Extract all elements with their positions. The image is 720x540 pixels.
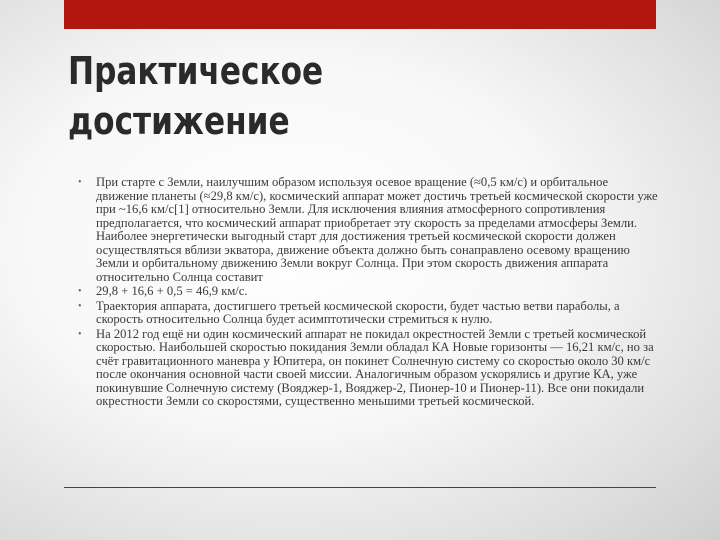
top-accent-bar [64,0,656,29]
bullet-item [74,285,659,299]
bullet-icon: • [78,300,82,312]
bullet-text: 29,8 + 16,6 + 0,5 = 46,9 км/с. [96,284,248,298]
bottom-divider [64,487,656,488]
bullet-text: Траектория аппарата, достигшего третьей космической скорости, будет частью ветви параболы, а скорость относительно Солнца будет асимптотически стремиться к нулю. [96,298,620,326]
bullet-item [74,328,659,409]
bullet-text: На 2012 год ещё ни один космический аппарат не покидал окрестностей Земли с третьей космической скоростью. Наибольшей скоростью покидания Земли обладал КА Новые горизонты — 16,21 км/с, но за счёт гравитационного маневра у Юпитера, он покинет Солнечную систему со скоростью около 30 км/с после окончания основной части своей миссии. Аналогичным образом ускорялись и другие КА, уже покинувшие Солнечную систему (Вояджер-1, Вояджер-2, Пионер-10 и Пионер-11). Все они покидали окрестности Земли со скоростями, существенно меньшими третьей космической. [96,326,654,408]
bullet-icon: • [78,286,82,297]
slide-title [68,46,527,146]
title-line-2: достижение [68,99,290,143]
bullet-icon: • [78,177,82,188]
bullet-list [74,176,659,409]
bullet-text: При старте с Земли, наилучшим образом используя осевое вращение (≈0,5 км/с) и орбитальное движение планеты (≈29,8 км/с), космический аппарат может достичь третьей космической скорости уже при ~16,6 км/с[1] относительно Земли. Для исключения влияния атмосферного сопротивления предполагается, что космический аппарат приобретает эту скорость за пределами атмосферы Земли. Наиболее энергетически выгодный старт для достижения третьей космической скорости должен осуществляться вблизи экватора, движение объекта должно быть сонаправлено осевому вращению Земли и орбитальному движению Земли вокруг Солнца. При этом скорость движения аппарата относительно Солнца составит [96,175,658,284]
title-line-1: Практическое [68,49,324,93]
bullet-icon: • [78,328,82,340]
bullet-item [74,176,659,284]
bullet-item [74,300,659,327]
slide-body [74,176,659,410]
